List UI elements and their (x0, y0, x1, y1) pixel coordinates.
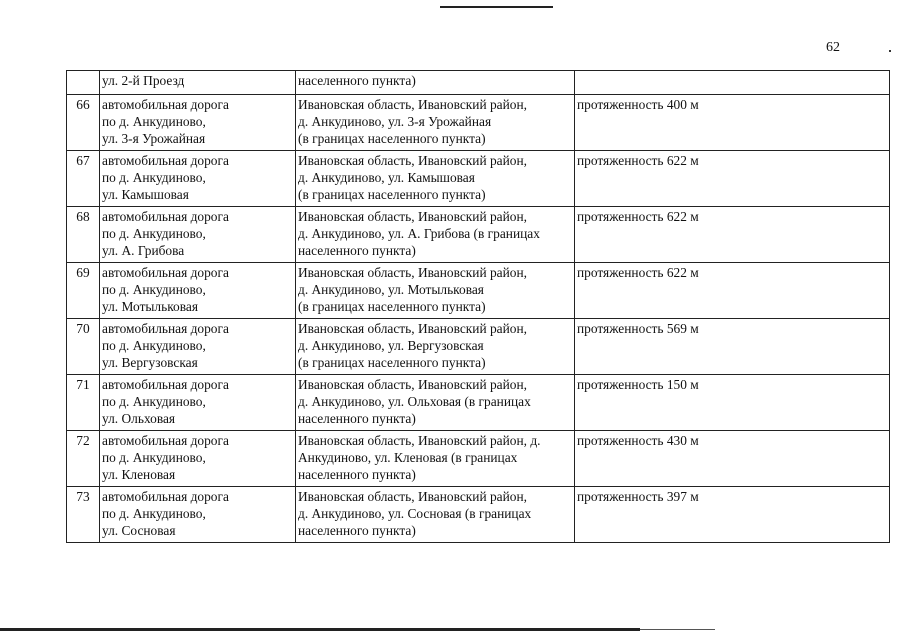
location-line: (в границах населенного пункта) (298, 187, 486, 202)
road-name-line: автомобильная дорога (102, 433, 229, 448)
row-number-cell: 69 (67, 263, 100, 319)
road-name-lines (102, 376, 293, 427)
row-number-cell: 71 (67, 375, 100, 431)
location-cell (296, 95, 575, 151)
bottom-rule-thin (640, 629, 715, 630)
location-cell (296, 263, 575, 319)
road-name-line: по д. Анкудиново, (102, 338, 206, 353)
road-name-cell (100, 71, 296, 95)
location-lines (298, 96, 572, 147)
row-number-cell: 72 (67, 431, 100, 487)
location-cell (296, 487, 575, 543)
road-name-line: ул. А. Грибова (102, 243, 185, 258)
page-number: 62 (826, 40, 840, 55)
location-line: Ивановская область, Ивановский район, (298, 153, 527, 168)
location-cell (296, 375, 575, 431)
location-line: населенного пункта) (298, 243, 416, 258)
row-number-cell: 73 (67, 487, 100, 543)
road-name-lines (102, 320, 293, 371)
road-name-line: ул. Сосновая (102, 523, 176, 538)
location-cell (296, 431, 575, 487)
road-name-line: по д. Анкудиново, (102, 506, 206, 521)
road-name-lines (102, 96, 293, 147)
table-row (67, 95, 890, 151)
location-lines (298, 432, 572, 483)
location-lines (298, 376, 572, 427)
table-row (67, 151, 890, 207)
table-row (67, 431, 890, 487)
location-lines (298, 72, 572, 89)
road-name-line: ул. Кленовая (102, 467, 176, 482)
road-name-line: ул. Камышовая (102, 187, 189, 202)
location-line: д. Анкудиново, ул. Мотыльковая (298, 282, 484, 297)
road-name-line: ул. Ольховая (102, 411, 176, 426)
table-row (67, 207, 890, 263)
location-line: Ивановская область, Ивановский район, (298, 489, 527, 504)
length-cell (575, 71, 890, 95)
location-line: населенного пункта) (298, 523, 416, 538)
location-cell (296, 151, 575, 207)
table-row (67, 263, 890, 319)
road-name-cell (100, 95, 296, 151)
road-name-cell (100, 431, 296, 487)
road-name-lines (102, 152, 293, 203)
road-name-line: автомобильная дорога (102, 153, 229, 168)
road-name-cell (100, 151, 296, 207)
road-name-lines (102, 208, 293, 259)
road-name-lines (102, 432, 293, 483)
row-number-cell (67, 71, 100, 95)
roads-registry-table (66, 70, 890, 543)
location-line: Ивановская область, Ивановский район, (298, 97, 527, 112)
road-name-line: по д. Анкудиново, (102, 282, 206, 297)
location-line: (в границах населенного пункта) (298, 355, 486, 370)
road-name-lines (102, 488, 293, 539)
registry-table-body (67, 71, 890, 543)
road-name-cell (100, 487, 296, 543)
table-row-continued (67, 71, 890, 95)
location-line: Ивановская область, Ивановский район, (298, 377, 527, 392)
location-line: населенного пункта) (298, 411, 416, 426)
location-cell (296, 71, 575, 95)
length-cell: протяженность 400 м (575, 95, 890, 151)
road-name-lines (102, 264, 293, 315)
road-name-cell (100, 263, 296, 319)
road-name-line: по д. Анкудиново, (102, 226, 206, 241)
road-name-line: автомобильная дорога (102, 489, 229, 504)
top-rule (440, 6, 553, 8)
length-cell: протяженность 622 м (575, 207, 890, 263)
road-name-line: по д. Анкудиново, (102, 450, 206, 465)
road-name-line: ул. Мотыльковая (102, 299, 198, 314)
location-line: Ивановская область, Ивановский район, (298, 209, 527, 224)
road-name-line: автомобильная дорога (102, 377, 229, 392)
location-line: д. Анкудиново, ул. Камышовая (298, 170, 475, 185)
location-line: (в границах населенного пункта) (298, 299, 486, 314)
location-line: Ивановская область, Ивановский район, д. (298, 433, 541, 448)
bottom-rule (0, 628, 640, 631)
road-name-line: ул. 2-й Проезд (102, 73, 185, 88)
road-name-line: по д. Анкудиново, (102, 170, 206, 185)
road-name-line: ул. Вергузовская (102, 355, 198, 370)
road-name-line: по д. Анкудиново, (102, 114, 206, 129)
road-name-cell (100, 207, 296, 263)
location-line: (в границах населенного пункта) (298, 131, 486, 146)
row-number-cell: 70 (67, 319, 100, 375)
location-line: д. Анкудиново, ул. 3-я Урожайная (298, 114, 492, 129)
length-cell: протяженность 622 м (575, 263, 890, 319)
length-cell: протяженность 622 м (575, 151, 890, 207)
row-number-cell: 67 (67, 151, 100, 207)
location-line: д. Анкудиново, ул. Сосновая (в границах (298, 506, 532, 521)
location-line: д. Анкудиново, ул. Ольховая (в границах (298, 394, 531, 409)
location-line: Ивановская область, Ивановский район, (298, 265, 527, 280)
location-cell (296, 207, 575, 263)
road-name-cell (100, 375, 296, 431)
road-name-line: автомобильная дорога (102, 265, 229, 280)
road-name-line: ул. 3-я Урожайная (102, 131, 206, 146)
road-name-line: автомобильная дорога (102, 97, 229, 112)
location-cell (296, 319, 575, 375)
location-line: Ивановская область, Ивановский район, (298, 321, 527, 336)
row-number-cell: 66 (67, 95, 100, 151)
location-line: Анкудиново, ул. Кленовая (в границах (298, 450, 518, 465)
length-cell: протяженность 397 м (575, 487, 890, 543)
length-cell: протяженность 569 м (575, 319, 890, 375)
road-name-line: по д. Анкудиново, (102, 394, 206, 409)
road-name-lines (102, 72, 293, 89)
table-row (67, 375, 890, 431)
length-cell: протяженность 430 м (575, 431, 890, 487)
location-lines (298, 208, 572, 259)
location-lines (298, 320, 572, 371)
location-line: д. Анкудиново, ул. Вергузовская (298, 338, 484, 353)
scan-speck (889, 50, 891, 52)
location-lines (298, 488, 572, 539)
location-lines (298, 264, 572, 315)
table-row (67, 319, 890, 375)
location-line: населенного пункта) (298, 73, 416, 88)
road-name-cell (100, 319, 296, 375)
table-row (67, 487, 890, 543)
length-cell: протяженность 150 м (575, 375, 890, 431)
row-number-cell: 68 (67, 207, 100, 263)
location-line: населенного пункта) (298, 467, 416, 482)
road-name-line: автомобильная дорога (102, 209, 229, 224)
road-name-line: автомобильная дорога (102, 321, 229, 336)
location-lines (298, 152, 572, 203)
location-line: д. Анкудиново, ул. А. Грибова (в границах (298, 226, 540, 241)
